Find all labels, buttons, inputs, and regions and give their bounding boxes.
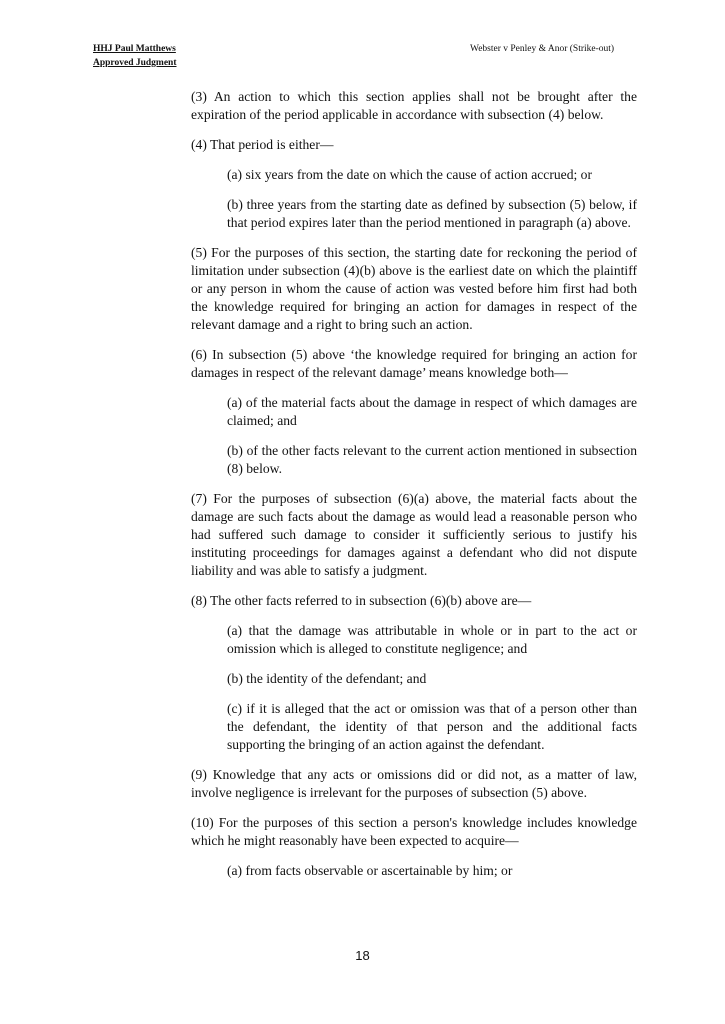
- subsection-7: (7) For the purposes of subsection (6)(a) above, the material facts about the damage are such facts about the damage as would lead a reasonable person who had suffered such damage to consider it sufficiently serious to justify his instituting proceedings for damages against a defendant who did not dispute liability and was able to satisfy a judgment.: [191, 491, 637, 578]
- subsection-8: (8) The other facts referred to in subsection (6)(b) above are—: [191, 593, 532, 608]
- subsection-8-c: (c) if it is alleged that the act or omission was that of a person other than the defendant, the identity of that person and the additional facts supporting the bringing of an action against the defendant.: [227, 701, 637, 752]
- judgment-body: [191, 88, 637, 892]
- subsection-6-b: (b) of the other facts relevant to the current action mentioned in subsection (8) below.: [227, 443, 637, 476]
- subsection-10: (10) For the purposes of this section a person's knowledge includes knowledge which he might reasonably have been expected to acquire—: [191, 815, 637, 848]
- judge-name: HHJ Paul Matthews: [93, 44, 176, 54]
- header-left: [93, 42, 177, 70]
- subsection-4-b: (b) three years from the starting date as defined by subsection (5) below, if that period expires later than the period mentioned in paragraph (a) above.: [227, 197, 637, 230]
- subsection-8-b: (b) the identity of the defendant; and: [227, 671, 427, 686]
- subsection-4-a: (a) six years from the date on which the cause of action accrued; or: [227, 167, 592, 182]
- case-title: Webster v Penley & Anor (Strike-out): [470, 44, 615, 54]
- judgment-status: Approved Judgment: [93, 58, 177, 68]
- subsection-3: (3) An action to which this section applies shall not be brought after the expiration of the period applicable in accordance with subsection (4) below.: [191, 89, 637, 122]
- page-number: 18: [355, 948, 370, 963]
- subsection-8-a: (a) that the damage was attributable in whole or in part to the act or omission which is alleged to constitute negligence; and: [227, 623, 637, 656]
- subsection-10-a: (a) from facts observable or ascertainable by him; or: [227, 863, 513, 878]
- subsection-9: (9) Knowledge that any acts or omissions did or did not, as a matter of law, involve negligence is irrelevant for the purposes of subsection (5) above.: [191, 767, 637, 800]
- subsection-6-a: (a) of the material facts about the damage in respect of which damages are claimed; and: [227, 395, 637, 428]
- subsection-4: (4) That period is either—: [191, 137, 334, 152]
- subsection-6: (6) In subsection (5) above ‘the knowledge required for bringing an action for damages in respect of the relevant damage’ means knowledge both—: [191, 347, 637, 380]
- subsection-5: (5) For the purposes of this section, the starting date for reckoning the period of limitation under subsection (4)(b) above is the earliest date on which the plaintiff or any person in whom the cause of action was vested before him first had both the knowledge required for bringing an action for damages in respect of the relevant damage and a right to bring such an action.: [191, 245, 637, 332]
